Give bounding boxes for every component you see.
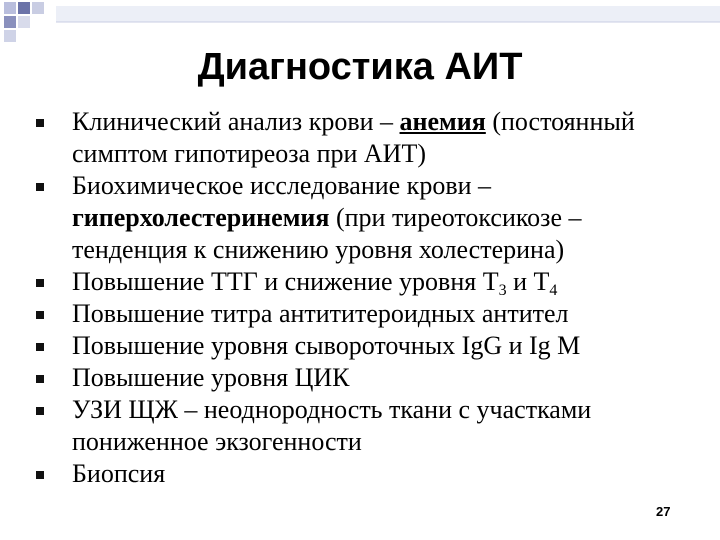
- slide-title: Диагностика АИТ: [197, 46, 523, 88]
- list-item: Повышение уровня ЦИК: [36, 362, 686, 394]
- term-anemia: анемия: [399, 107, 486, 136]
- diagnostics-list: [36, 106, 686, 490]
- list-item: Повышение титра антититероидных антител: [36, 298, 686, 330]
- square-bullet-icon: [36, 407, 44, 415]
- term-hypercholesterolemia: гиперхолестеринемия: [72, 203, 330, 232]
- square-bullet-icon: [36, 375, 44, 383]
- list-item: Клинический анализ крови – анемия (постоянный симптом гипотиреоза при АИТ): [36, 106, 686, 170]
- list-item: Повышение ТТГ и снижение уровня $Т_3$ и $Т_4$: [36, 266, 686, 298]
- square-bullet-icon: [36, 183, 44, 191]
- square-bullet-icon: [36, 471, 44, 479]
- square-bullet-icon: [36, 311, 44, 319]
- list-item: УЗИ ЩЖ – неоднородность ткани с участками пониженное экзогенности: [36, 394, 686, 458]
- square-bullet-icon: [36, 119, 44, 127]
- page-number: 27: [656, 504, 671, 519]
- square-bullet-icon: [36, 279, 44, 287]
- square-bullet-icon: [36, 343, 44, 351]
- list-item: Биохимическое исследование крови – гиперхолестеринемия (при тиреотоксикозе – тенденция к снижению уровня холестерина): [36, 170, 686, 266]
- list-item: Повышение уровня сывороточных IgG и Ig M: [36, 330, 686, 362]
- list-item: Биопсия: [36, 458, 686, 490]
